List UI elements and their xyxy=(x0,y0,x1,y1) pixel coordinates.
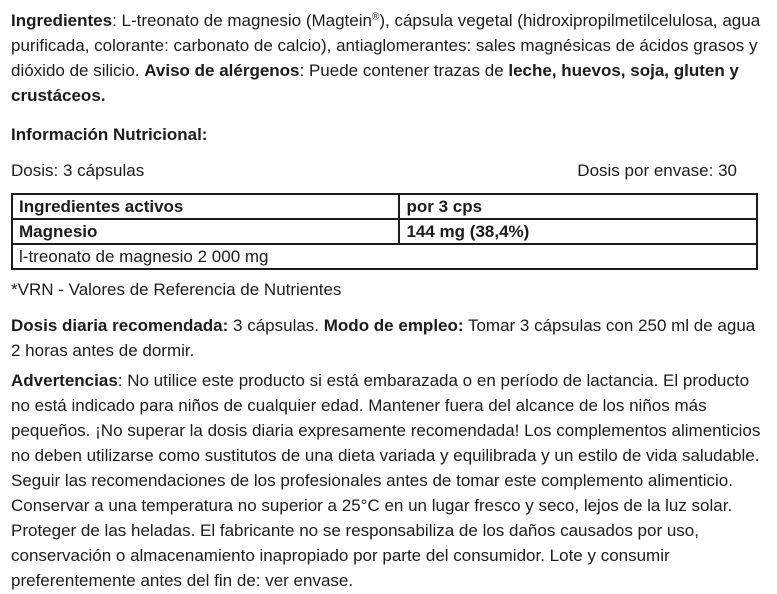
usage-instructions-value: Tomar 3 cápsulas con 250 ml de agua 2 horas antes de dormir. xyxy=(11,316,756,360)
recommended-dose-value: 3 cápsulas. xyxy=(228,316,324,335)
ingredients-label: Ingredientes xyxy=(11,11,113,30)
allergen-list: leche, huevos, soja, gluten y crustáceos. xyxy=(11,61,739,105)
warnings-body: : No utilice este producto si está embarazada o en período de lactancia. El producto no está indicado para niños de cualquier edad. Mantener fuera del alcance de los niños más pequeños. ¡No superar la dosis diaria expresamente recomendada! Los complementos alimenticios no deben utilizarse como sustitutos de una dieta variada y equilibrada y un estilo de vida saludable. Seguir las recomendaciones de los profesionales antes de tomar este complemento alimenticio. Conservar a una temperatura no superior a 25°C en un lugar fresco y seco, lejos de la luz solar. Proteger de las heladas. El fabricante no se responsabiliza de los daños causados por uso, conservación o almacenamiento inapropiado por parte del consumidor. Lote y consumir preferentemente antes del fin de: ver envase. xyxy=(11,371,761,590)
header-per-3-caps: por 3 cps xyxy=(399,194,757,219)
allergen-notice-label: Aviso de alérgenos xyxy=(144,61,300,80)
allergen-notice-intro: : Puede contener trazas de xyxy=(299,61,509,80)
nutrition-table-magnesium-row xyxy=(12,219,757,244)
warnings-paragraph xyxy=(11,368,763,593)
nutrition-info-heading: Información Nutricional: xyxy=(11,125,208,144)
dose-row xyxy=(11,158,763,183)
recommended-dose-label: Dosis diaria recomendada: xyxy=(11,316,229,335)
dosage-paragraph xyxy=(11,313,763,363)
registered-trademark-symbol: ® xyxy=(371,11,380,23)
warnings-label: Advertencias xyxy=(11,371,118,390)
doses-per-container-text: Dosis por envase: 30 xyxy=(577,161,737,180)
threonate-detail-cell: l-treonato de magnesio 2 000 mg xyxy=(12,244,757,269)
ingredients-paragraph xyxy=(11,8,763,108)
header-active-ingredients: Ingredientes activos xyxy=(12,194,399,219)
ingredients-body-after-mark: ), cápsula vegetal (hidroxipropilmetilcelulosa, agua purificada, colorante: carbonato de calcio), antiaglomerantes: sales magnésicas de ácidos grasos y dióxido de silicio. xyxy=(11,11,761,80)
nutrition-table-header-row xyxy=(12,194,757,219)
magnesium-value-cell: 144 mg (38,4%) xyxy=(399,219,757,244)
ingredients-body-before-mark: : L-treonato de magnesio (Magtein xyxy=(112,11,372,30)
vrn-footnote: *VRN - Valores de Referencia de Nutrientes xyxy=(11,280,342,299)
dose-per-serving-text: Dosis: 3 cápsulas xyxy=(11,161,145,180)
usage-instructions-label: Modo de empleo: xyxy=(323,316,464,335)
magnesium-name-cell: Magnesio xyxy=(12,219,399,244)
nutrition-table xyxy=(11,193,758,270)
nutrition-table-threonate-row xyxy=(12,244,757,269)
